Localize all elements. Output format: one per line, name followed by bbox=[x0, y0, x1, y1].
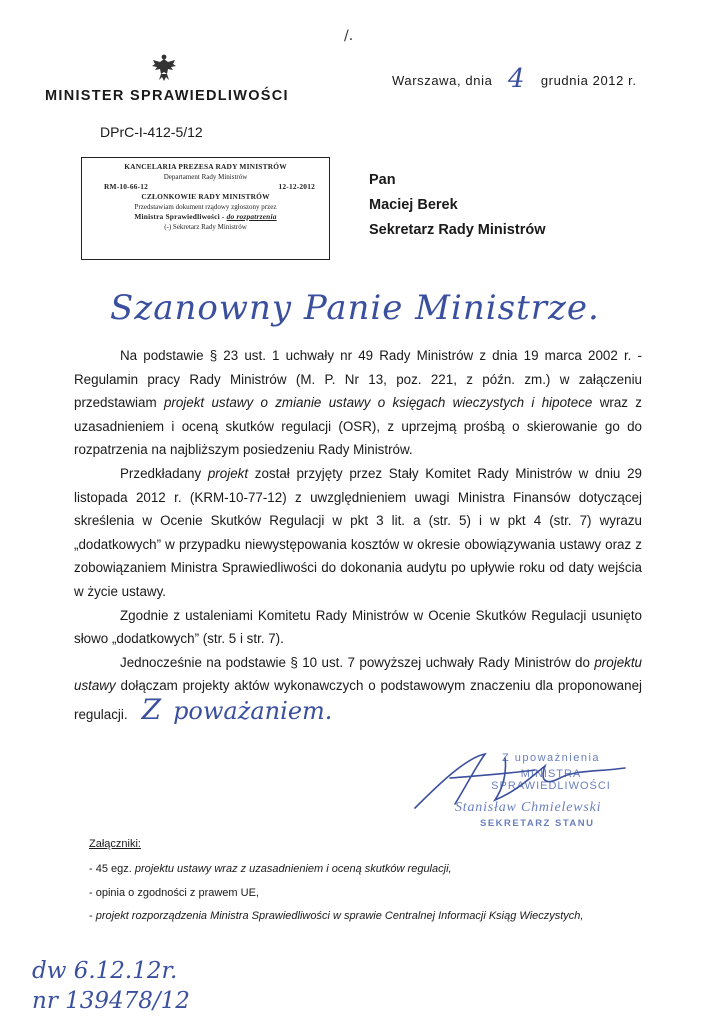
body-p1-text-b: wraz z uzasadnieniem i oceną skutków regulacji (OSR), z uprzejmą prośbą o skierowanie go do rozpatrzenia na najbliższym posiedzeniu Rady Ministrów. bbox=[74, 395, 642, 458]
body-paragraph-3: Zgodnie z ustaleniami Komitetu Rady Ministrów w Ocenie Skutków Regulacji usunięto słowo „dodatkowych” (str. 5 i str. 7). bbox=[74, 607, 642, 647]
signatory-role: SEKRETARZ STANU bbox=[480, 818, 595, 829]
handwritten-closing bbox=[141, 692, 333, 726]
attachment-item bbox=[89, 905, 583, 929]
stamp-line-presenting: Przedstawiam dokument rządowy zgłoszony przez bbox=[134, 203, 277, 211]
body-p1-bill-title: projekt ustawy o zmianie ustawy o księgach wieczystych i hipotece bbox=[163, 395, 593, 411]
authorization-line: Z upoważnienia bbox=[501, 752, 601, 764]
registry-stamp bbox=[81, 157, 330, 260]
stamp-line-minister-prefix: Ministra Sprawiedliwości - bbox=[134, 212, 225, 221]
handwritten-greeting: Szanowny Panie Ministrze. bbox=[110, 288, 600, 328]
attachment-item-text: projektu ustawy wraz z uzasadnieniem i oceną skutków regulacji, bbox=[134, 863, 452, 875]
body-p4-text-b: dołączam projekty aktów wykonawczych o podstawowym znaczeniu dla proponowanej regulacji. bbox=[74, 678, 642, 722]
stamp-line-secretary: (-) Sekretarz Rady Ministrów bbox=[164, 223, 247, 231]
closing-word: poważaniem. bbox=[173, 696, 333, 725]
body-p2-text-a: Przedkładany bbox=[120, 465, 208, 481]
body-p4-em: projektu ustawy bbox=[74, 654, 642, 694]
attachment-item bbox=[89, 858, 583, 882]
stamp-line-chancellery: KANCELARIA PREZESA RADY MINISTRÓW bbox=[124, 162, 287, 171]
addressee-title: Sekretarz Rady Ministrów bbox=[369, 222, 546, 238]
ministry-name: MINISTER SPRAWIEDLIWOŚCI bbox=[45, 88, 289, 104]
body-paragraph-2 bbox=[74, 462, 642, 604]
stamp-line-members: CZŁONKOWIE RADY MINISTRÓW bbox=[141, 192, 270, 201]
body-p1-text-a: Na podstawie § 23 ust. 1 uchwały nr 49 Rady Ministrów z dnia 19 marca 2002 r. - Regulamin pracy Rady Ministrów (M. P. Nr 13, poz. 221, z późn. zm.) w załączeniu przedstawiam bbox=[74, 348, 642, 411]
eagle-emblem-icon bbox=[151, 52, 177, 82]
authorization-ministry: MINISTRA SPRAWIEDLIWOŚCI bbox=[491, 768, 611, 792]
stamp-number-row bbox=[82, 182, 329, 192]
stamp-line-department: Departament Rady Ministrów bbox=[163, 173, 248, 181]
attachment-item-prefix: - 45 egz. bbox=[89, 863, 135, 875]
stamp-line-for-consideration: do rozpatrzenia bbox=[226, 212, 277, 221]
attachments-list bbox=[89, 858, 583, 929]
handwritten-note-number: nr 139478/12 bbox=[32, 988, 190, 1014]
addressee-salutation: Pan bbox=[369, 172, 396, 188]
stamp-line-minister bbox=[82, 212, 329, 222]
reference-number: DPrC-I-412-5/12 bbox=[100, 124, 203, 140]
page-mark: /. bbox=[344, 28, 354, 44]
handwritten-note-received: dw 6.12.12r. bbox=[32, 958, 178, 984]
date-line bbox=[392, 62, 637, 92]
attachment-item-prefix: - bbox=[89, 910, 96, 922]
body-p2-text-b: został przyjęty przez Stały Komitet Rady Ministrów w dniu 29 listopada 2012 r. (KRM-10-77-12) z uwzględnieniem uwagi Ministra Finansów dotyczącej skreślenia w Ocenie Skutków Regulacji w pkt 3 lit. a (str. 5) i w pkt 4 (str. 7) wyrazu „dodatkowych” w przypadku niewystępowania kosztów w okresie obowiązywania ustawy oraz z zobowiązaniem Ministra Sprawiedliwości do dokonania audytu po upływie roku od daty wejścia w życie ustawy. bbox=[74, 465, 642, 599]
attachment-item-prefix: - bbox=[89, 886, 96, 899]
attachment-item bbox=[89, 882, 583, 906]
attachment-item-text: opinia o zgodności z prawem UE, bbox=[95, 886, 259, 899]
body-paragraph-1 bbox=[74, 344, 642, 462]
stamp-number: RM-10-66-12 bbox=[104, 182, 149, 191]
attachment-item-text: projekt rozporządzenia Ministra Sprawiedliwości w sprawie Centralnej Informacji Ksiąg Wieczystych, bbox=[95, 910, 584, 922]
body-p4-text-a: Jednocześnie na podstawie § 10 ust. 7 powyższej uchwały Rady Ministrów do bbox=[120, 654, 595, 670]
stamp-date: 12-12-2012 bbox=[278, 182, 315, 191]
attachments-heading: Załączniki: bbox=[89, 838, 141, 850]
signatory-name: Stanisław Chmielewski bbox=[455, 800, 602, 815]
addressee-name: Maciej Berek bbox=[369, 197, 458, 213]
letter-body bbox=[74, 344, 642, 727]
body-p2-em: projekt bbox=[207, 465, 249, 481]
body-paragraph-4 bbox=[74, 651, 642, 727]
date-suffix: grudnia 2012 r. bbox=[540, 73, 637, 88]
closing-num: Z bbox=[141, 692, 162, 726]
date-prefix: Warszawa, dnia bbox=[392, 73, 493, 88]
date-day-handwritten: 4 bbox=[508, 64, 526, 94]
